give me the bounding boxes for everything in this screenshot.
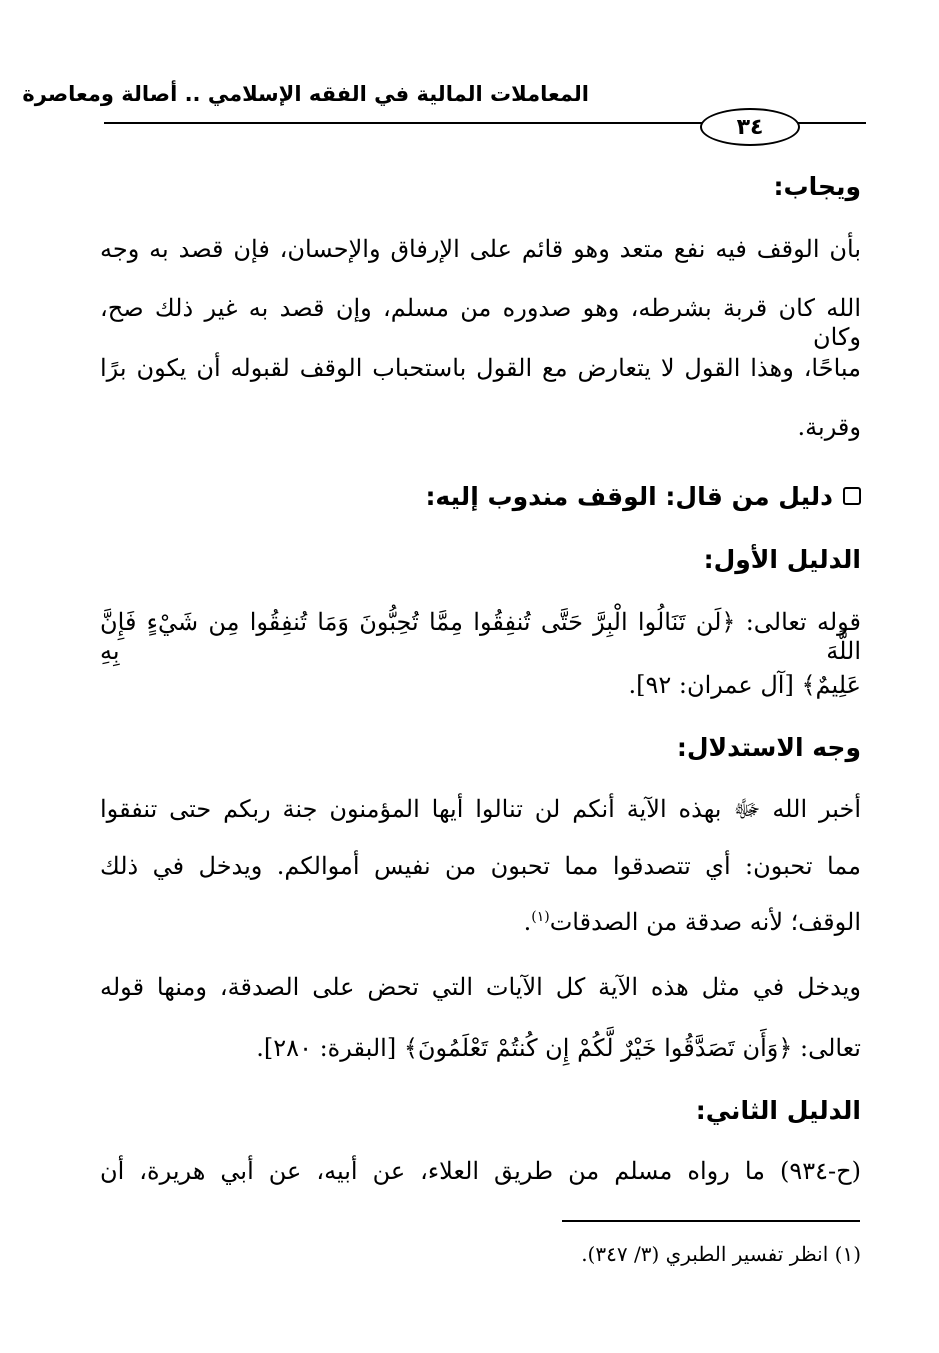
answer-line: الله كان قربة بشرطه، وهو صدوره من مسلم، وإن قصد به غير ذلك صح، وكان [100, 294, 861, 351]
inference-line: الوقف؛ لأنه صدقة من الصدقات$^{(١)}$. [523, 908, 861, 936]
page-number: ٣٤ [700, 108, 800, 146]
hadith-line: (ح-٩٣٤) ما رواه مسلم من طريق العلاء، عن أبيه، عن أبي هريرة، أن [100, 1157, 861, 1185]
verse-line: عَلِيمٌ﴾ [آل عمران: ٩٢]. [628, 671, 861, 699]
answer-line: وقربة. [797, 413, 861, 441]
verse-line: قوله تعالى: ﴿لَن تَنَالُوا الْبِرَّ حَتَّى تُنفِقُوا مِمَّا تُحِبُّونَ وَمَا تُنفِقُوا مِن شَيْءٍ فَإِنَّ اللَّهَ بِهِ [100, 608, 861, 665]
footnote: (١) انظر تفسير الطبري (٣/ ٣٤٧). [581, 1242, 861, 1266]
answer-label: ويجاب: [773, 172, 861, 201]
running-header-title: المعاملات المالية في الفقه الإسلامي .. أصالة ومعاصرة [22, 82, 589, 106]
evidence1-heading: الدليل الأول: [703, 545, 861, 574]
inference-heading: وجه الاستدلال: [676, 733, 861, 762]
inclusion-line: ويدخل في مثل هذه الآية كل الآيات التي تحض على الصدقة، ومنها قوله [100, 973, 861, 1001]
footnote-marker: (١) [531, 909, 550, 925]
inference-line: أخبر الله ﷻ بهذه الآية أنكم لن تنالوا أيها المؤمنون جنة ربكم حتى تنفقوا [100, 795, 861, 823]
checkbox-bullet-icon [843, 487, 861, 505]
answer-line: مباحًا، وهذا القول لا يتعارض مع القول باستحباب الوقف لقبوله أن يكون برًا [100, 354, 861, 382]
section-heading [425, 482, 861, 512]
section-heading-text: دليل من قال: الوقف مندوب إليه: [425, 482, 833, 511]
footnote-rule [562, 1220, 860, 1222]
answer-line: بأن الوقف فيه نفع متعد وهو قائم على الإرفاق والإحسان، فإن قصد به وجه [100, 235, 861, 263]
inference-line: مما تحبون: أي تتصدقوا مما تحبون من نفيس أموالكم. ويدخل في ذلك [100, 852, 861, 880]
evidence2-heading: الدليل الثاني: [695, 1096, 861, 1125]
inference-text: الوقف؛ لأنه صدقة من الصدقات [549, 908, 861, 936]
inclusion-line: تعالى: ﴿وَأَن تَصَدَّقُوا خَيْرٌ لَّكُمْ إِن كُنتُمْ تَعْلَمُونَ﴾ [البقرة: ٢٨٠]. [256, 1034, 861, 1062]
